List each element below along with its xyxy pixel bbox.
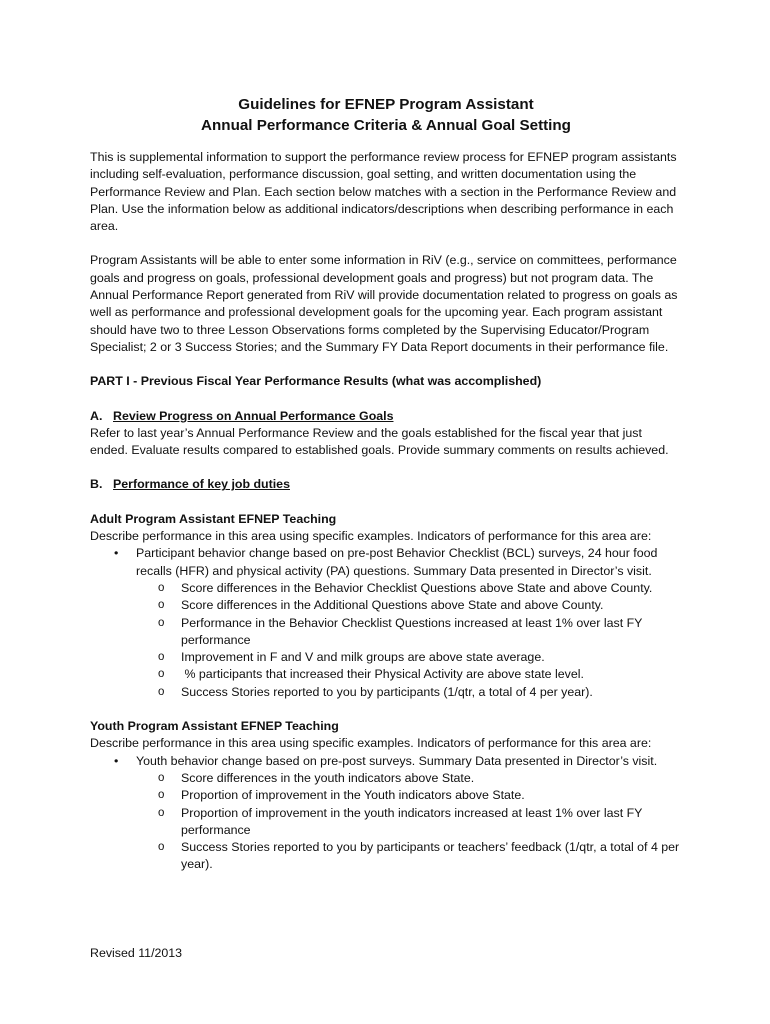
list-item: o Score differences in the youth indicators above State.: [136, 770, 682, 787]
title-line-1: Guidelines for EFNEP Program Assistant: [238, 96, 534, 113]
youth-heading: Youth Program Assistant EFNEP Teaching: [90, 719, 339, 734]
section-a-body: Refer to last year’s Annual Performance Review and the goals established for the fiscal year that just ended. Evaluate results compared to established goals. Provide summary comments on results achieved.: [90, 425, 669, 458]
section-b-heading: [90, 476, 682, 493]
section-b-title: Performance of key job duties: [113, 477, 290, 492]
section-a-heading: [90, 408, 682, 425]
title-line-2: Annual Performance Criteria & Annual Goal Setting: [201, 117, 571, 134]
section-b-label: B.: [90, 477, 103, 492]
adult-bullet-list: [90, 545, 682, 701]
youth-indicator-list: [136, 770, 682, 874]
youth-bullet-list: [90, 753, 682, 874]
adult-intro: Describe performance in this area using specific examples. Indicators of performance for this area are:: [90, 529, 652, 544]
youth-intro: Describe performance in this area using specific examples. Indicators of performance for this area are:: [90, 736, 652, 751]
list-item: o Performance in the Behavior Checklist Questions increased at least 1% over last FY performance: [136, 615, 682, 650]
youth-bullet-text: Youth behavior change based on pre-post surveys. Summary Data presented in Director’s visit.: [136, 753, 658, 768]
intro-paragraph-1: This is supplemental information to support the performance review process for EFNEP program assistants including self-evaluation, performance discussion, goal setting, and written documentation using the Performance Review and Plan. Each section below matches with a section in the Performance Review and Plan. Use the information below as additional indicators/descriptions when describing performance in each area.: [90, 150, 677, 234]
adult-bullet-text: Participant behavior change based on pre-post Behavior Checklist (BCL) surveys, 24 hour food recalls (HFR) and physical activity (PA) questions. Summary Data presented in Director’s visit.: [136, 546, 658, 578]
list-item: o Proportion of improvement in the Youth indicators above State.: [136, 787, 682, 804]
part1-heading: PART I - Previous Fiscal Year Performance Results (what was accomplished): [90, 374, 542, 389]
list-item: o Improvement in F and V and milk groups are above state average.: [136, 649, 682, 666]
intro-paragraph-2: Program Assistants will be able to enter some information in RiV (e.g., service on committees, performance goals and progress on goals, professional development goals and progress) but not program data. The Annual Performance Report generated from RiV will provide documentation related to progress on goals as well as performance and professional development goals for the upcoming year. Each program assistant should have two to three Lesson Observations forms completed by the Supervising Educator/Program Specialist; 2 or 3 Success Stories; and the Summary FY Data Report documents in their performance file.: [90, 253, 678, 354]
list-item: o Success Stories reported to you by participants (1/qtr, a total of 4 per year).: [136, 684, 682, 701]
adult-teaching-section: [90, 511, 682, 701]
adult-indicator-list: [136, 580, 682, 701]
section-a-title: Review Progress on Annual Performance Goals: [113, 408, 394, 423]
revised-footer: Revised 11/2013: [90, 946, 183, 960]
list-item: o Success Stories reported to you by participants or teachers’ feedback (1/qtr, a total of 4 per year).: [136, 839, 682, 874]
section-a: [90, 408, 682, 460]
youth-bullet: [90, 753, 682, 874]
youth-teaching-section: [90, 718, 682, 874]
list-item: o Score differences in the Behavior Checklist Questions above State and above County.: [136, 580, 682, 597]
document-title: [90, 94, 682, 136]
section-a-label: A.: [90, 408, 103, 423]
adult-bullet: [90, 545, 682, 701]
list-item: o Proportion of improvement in the youth indicators increased at least 1% over last FY performance: [136, 805, 682, 840]
list-item: o % participants that increased their Physical Activity are above state level.: [136, 666, 682, 683]
list-item: o Score differences in the Additional Questions above State and above County.: [136, 597, 682, 614]
adult-heading: Adult Program Assistant EFNEP Teaching: [90, 511, 337, 526]
